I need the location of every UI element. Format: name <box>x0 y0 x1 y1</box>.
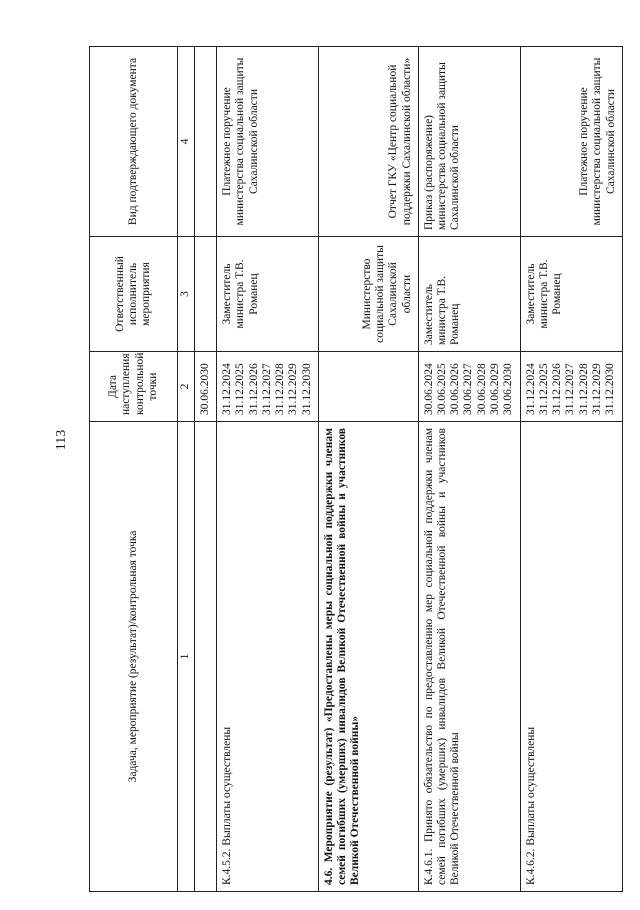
row3-task: К.4.6.1. Принято обязательство по предоставлению мер социальной поддержки членам семей погибших (умерших) инвалидов Великой Отечественной войны и участников Великой Отечественной войны <box>418 422 520 892</box>
row4-doc: Платежное поручение министерства социальной защиты Сахалинской области <box>520 47 622 237</box>
row3-doc: Приказ (распоряжение) министерства социальной защиты Сахалинской области <box>418 47 520 237</box>
row1-executor: Заместитель министра Т.В. Романец <box>217 237 319 352</box>
row0-date: 30.06.2030 <box>195 352 217 422</box>
row2-task: 4.6. Мероприятие (результат) «Предоставлены меры социальной поддержки членам семей погибших (умерших) инвалидов Великой Отечественной войны и участников Великой Отечественной войны» <box>318 422 418 892</box>
header-document: Вид подтверждающего документа <box>90 47 178 237</box>
row2-executor: Министерство социальной защиты Сахалинской области <box>318 237 418 352</box>
row0-doc <box>195 47 217 237</box>
row3-dates: 30.06.2024 30.06.2025 30.06.2026 30.06.2027 30.06.2028 30.06.2029 30.06.2030 <box>418 352 520 422</box>
table-row <box>217 47 319 892</box>
column-number-row <box>178 47 195 892</box>
header-date: Дата наступления контрольной точки <box>90 352 178 422</box>
row4-executor: Заместитель министра Т.В. Романец <box>520 237 622 352</box>
column-number-3: 3 <box>178 237 195 352</box>
row2-date <box>318 352 418 422</box>
table-row <box>195 47 217 892</box>
header-task: Задача, мероприятие (результат)/контрольная точка <box>90 422 178 892</box>
column-number-4: 4 <box>178 47 195 237</box>
row0-executor <box>195 237 217 352</box>
control-points-table <box>89 46 623 892</box>
header-row <box>90 47 178 892</box>
row4-task: К.4.6.2. Выплаты осуществлены <box>520 422 622 892</box>
row2-doc: Отчет ГКУ «Центр социальной поддержки Сахалинской области» <box>318 47 418 237</box>
row0-task <box>195 422 217 892</box>
table-row <box>520 47 622 892</box>
row1-task: К.4.5.2. Выплаты осуществлены <box>217 422 319 892</box>
table-row <box>418 47 520 892</box>
column-number-1: 1 <box>178 422 195 892</box>
column-number-2: 2 <box>178 352 195 422</box>
row1-doc: Платежное поручение министерства социальной защиты Сахалинской области <box>217 47 319 237</box>
rotated-table-container <box>89 47 617 892</box>
page-number: 113 <box>54 429 70 451</box>
header-executor: Ответственный исполнитель мероприятия <box>90 237 178 352</box>
row4-dates: 31.12.2024 31.12.2025 31.12.2026 31.12.2027 31.12.2028 31.12.2029 31.12.2030 <box>520 352 622 422</box>
row3-executor: Заместитель министра Т.В. Романец <box>418 237 520 352</box>
row1-dates: 31.12.2024 31.12.2025 31.12.2026 31.12.2027 31.12.2028 31.12.2029 31.12.2030 <box>217 352 319 422</box>
table-row <box>318 47 418 892</box>
